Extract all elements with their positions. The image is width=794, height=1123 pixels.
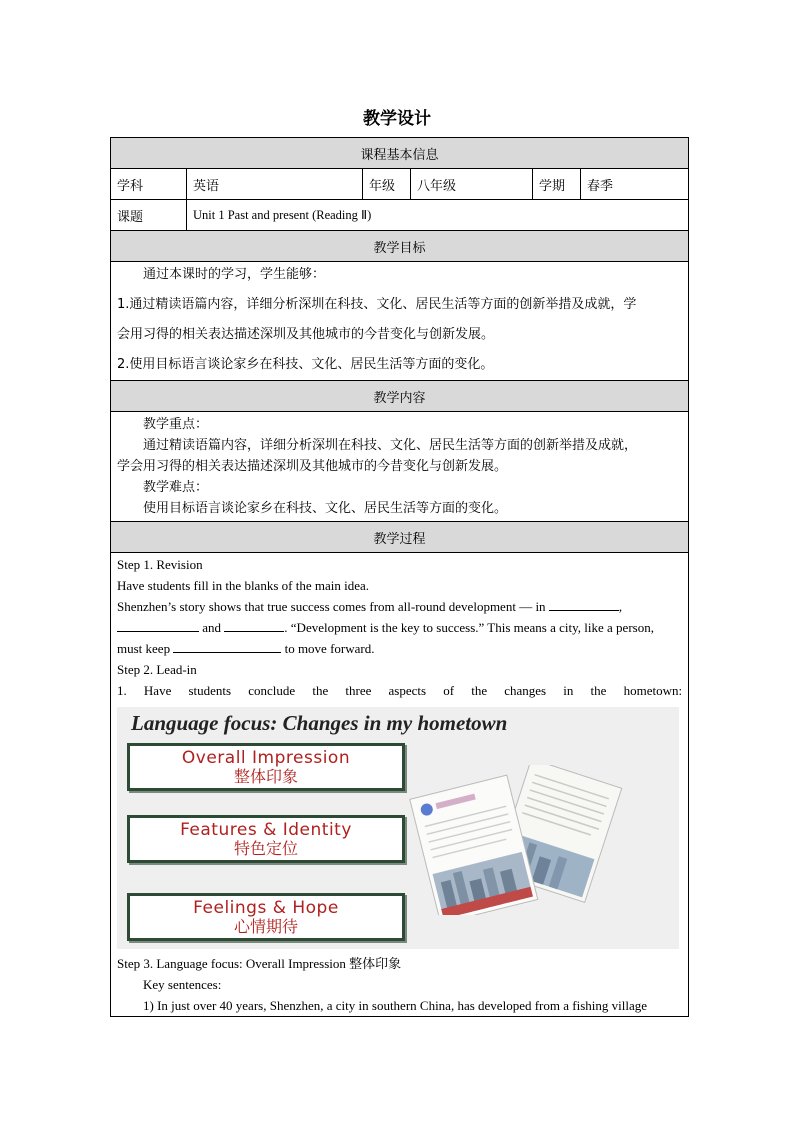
process-cell xyxy=(111,553,689,1017)
step1-title: Step 1. Revision xyxy=(117,557,203,572)
objectives-cell xyxy=(111,262,689,381)
process-row xyxy=(111,553,689,1017)
objective-2: 2.使用目标语言谈论家乡在科技、文化、居民生活等方面的变化。 xyxy=(117,357,494,372)
key-points-label: 教学重点： xyxy=(143,417,209,432)
objectives-header: 教学目标 xyxy=(111,231,689,262)
step1-line-2 xyxy=(117,617,682,638)
difficult-points-text: 使用目标语言谈论家乡在科技、文化、居民生活等方面的变化。 xyxy=(143,501,508,516)
topic-value: Unit 1 Past and present (Reading Ⅱ) xyxy=(187,200,689,231)
step1-line-2-end: . “Development is the key to success.” This means a city, like a person, xyxy=(284,620,654,635)
blank-1 xyxy=(549,598,619,611)
step1-line-1: Shenzhen’s story shows that true success comes from all-round development — in , xyxy=(117,599,623,614)
objective-1-line-2: 会用习得的相关表达描述深圳及其他城市的今昔变化与创新发展。 xyxy=(117,327,495,342)
aspect-feelings-hope xyxy=(127,893,405,941)
content-header: 教学内容 xyxy=(111,381,689,412)
step1-line-1-text: Shenzhen’s story shows that true success comes from all-round development — in xyxy=(117,599,546,614)
key-sentence-1: 1) In just over 40 years, Shenzhen, a city in southern China, has developed from a fishing village xyxy=(143,998,647,1013)
step1-line-3-start: must keep xyxy=(117,641,171,656)
lesson-plan-table xyxy=(110,137,689,1017)
process-header-row xyxy=(111,522,689,553)
aspect-2-en: Features & Identity xyxy=(180,820,352,840)
step3-title: Step 3. Language focus: Overall Impression 整体印象 xyxy=(117,956,402,971)
aspect-1-zh: 整体印象 xyxy=(233,767,298,786)
content-row xyxy=(111,412,689,522)
content-header-row xyxy=(111,381,689,412)
subject-label: 学科 xyxy=(111,169,187,200)
grade-label: 年级 xyxy=(363,169,411,200)
blank-2 xyxy=(117,619,199,632)
language-focus-title: Language focus: Changes in my hometown xyxy=(131,711,508,735)
subject-row xyxy=(111,169,689,200)
objectives-row xyxy=(111,262,689,381)
aspect-2-zh: 特色定位 xyxy=(233,839,298,858)
aspect-overall-impression xyxy=(127,743,405,791)
basic-info-header-row xyxy=(111,138,689,169)
term-label: 学期 xyxy=(533,169,581,200)
objectives-header-row xyxy=(111,231,689,262)
objective-1-line-1: 1.通过精读语篇内容，详细分析深圳在科技、文化、居民生活等方面的创新举措及成就，学 xyxy=(117,297,637,312)
aspect-3-zh: 心情期待 xyxy=(233,917,298,936)
topic-label: 课题 xyxy=(111,200,187,231)
step1-line-3 xyxy=(117,638,682,659)
difficult-points-label: 教学难点： xyxy=(143,480,209,495)
process-header: 教学过程 xyxy=(111,522,689,553)
objectives-intro: 通过本课时的学习，学生能够： xyxy=(143,267,326,282)
key-points-line-2: 学会用习得的相关表达描述深圳及其他城市的今昔变化与创新发展。 xyxy=(117,459,508,474)
step1-line-2-and: and xyxy=(202,620,222,635)
term-value: 春季 xyxy=(581,169,689,200)
blank-4 xyxy=(173,640,281,653)
step1-instruction: Have students fill in the blanks of the main idea. xyxy=(117,578,369,593)
key-sentences-label: Key sentences: xyxy=(143,977,222,992)
step2-line-1: 1. Have students conclude the three aspects of the changes in the hometown: xyxy=(117,683,683,698)
step2-title: Step 2. Lead-in xyxy=(117,662,197,677)
blank-3 xyxy=(224,619,284,632)
step1-line-3-end: to move forward. xyxy=(284,641,375,656)
language-focus-image xyxy=(117,707,679,949)
subject-value: 英语 xyxy=(187,169,363,200)
grade-value: 八年级 xyxy=(411,169,533,200)
topic-row xyxy=(111,200,689,231)
key-points-line-1: 通过精读语篇内容，详细分析深圳在科技、文化、居民生活等方面的创新举措及成就， xyxy=(143,438,638,453)
aspect-1-en: Overall Impression xyxy=(181,748,351,768)
content-cell xyxy=(111,412,689,522)
aspect-features-identity xyxy=(127,815,405,863)
basic-info-header: 课程基本信息 xyxy=(111,138,689,169)
newspaper-illustration xyxy=(403,765,633,915)
aspect-3-en: Feelings & Hope xyxy=(193,898,339,918)
page-title: 教学设计 xyxy=(363,109,431,129)
